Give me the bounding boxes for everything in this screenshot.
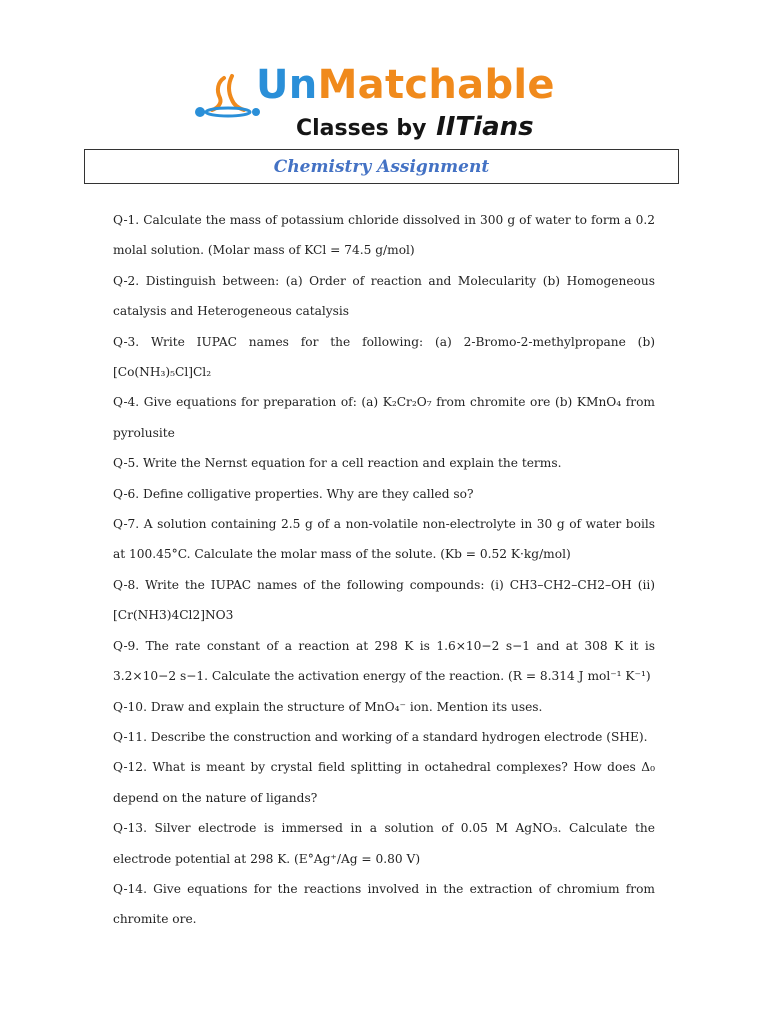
brand-logo (194, 62, 594, 148)
logo-tagline (296, 112, 534, 142)
question-item: Q-6. Define colligative properties. Why are they called so? (113, 486, 474, 501)
title-box (84, 149, 679, 184)
question-item: Q-7. A solution containing 2.5 g of a non-volatile non-electrolyte in 30 g of water boils at 100.45°C. Calculate the molar mass of the solute. (Kb = 0.52 K·kg/mol) (113, 517, 655, 562)
question-item: Q-8. Write the IUPAC names of the following compounds: (i) CH3–CH2–CH2–OH (ii) [Cr(NH3)4Cl2]NO3 (113, 577, 655, 623)
question-list (113, 205, 655, 935)
question-item: Q-10. Draw and explain the structure of MnO₄⁻ ion. Mention its uses. (113, 699, 543, 714)
logo-wordmark-matchable: Matchable (317, 62, 555, 108)
question-item: Q-2. Distinguish between: (a) Order of reaction and Molecularity (b) Homogeneous catalysis and Heterogeneous catalysis (113, 273, 655, 319)
question-item: Q-1. Calculate the mass of potassium chloride dissolved in 300 g of water to form a 0.2 molal solution. (Molar mass of KCl = 74.5 g/mol) (113, 213, 655, 258)
chemistry-flask-icon (194, 72, 260, 118)
logo-wordmark-un: Un (256, 62, 318, 108)
page-title: Chemistry Assignment (273, 156, 490, 177)
question-item: Q-5. Write the Nernst equation for a cell reaction and explain the terms. (113, 456, 562, 471)
question-item: Q-12. What is meant by crystal field splitting in octahedral complexes? How does Δ₀ depend on the nature of ligands? (113, 760, 655, 805)
question-item: Q-9. The rate constant of a reaction at 298 K is 1.6×10−2 s−1 and at 308 K it is 3.2×10−2 s−1. Calculate the activation energy of the reaction. (R = 8.314 J mol⁻¹ K⁻¹) (113, 638, 655, 684)
question-item: Q-4. Give equations for preparation of: (a) K₂Cr₂O₇ from chromite ore (b) KMnO₄ from pyrolusite (113, 395, 655, 440)
question-item: Q-14. Give equations for the reactions involved in the extraction of chromium from chromite ore. (113, 881, 655, 927)
logo-tagline-classes-by: Classes by (296, 116, 427, 141)
logo-wordmark (256, 62, 555, 108)
logo-tagline-iitians: IITians (436, 112, 534, 142)
question-item: Q-11. Describe the construction and working of a standard hydrogen electrode (SHE). (113, 729, 648, 744)
question-item: Q-13. Silver electrode is immersed in a solution of 0.05 M AgNO₃. Calculate the electrode potential at 298 K. (E°Ag⁺/Ag = 0.80 V) (113, 821, 655, 866)
question-item: Q-3. Write IUPAC names for the following: (a) 2-Bromo-2-methylpropane (b) [Co(NH₃)₅Cl]Cl₂ (113, 334, 655, 380)
